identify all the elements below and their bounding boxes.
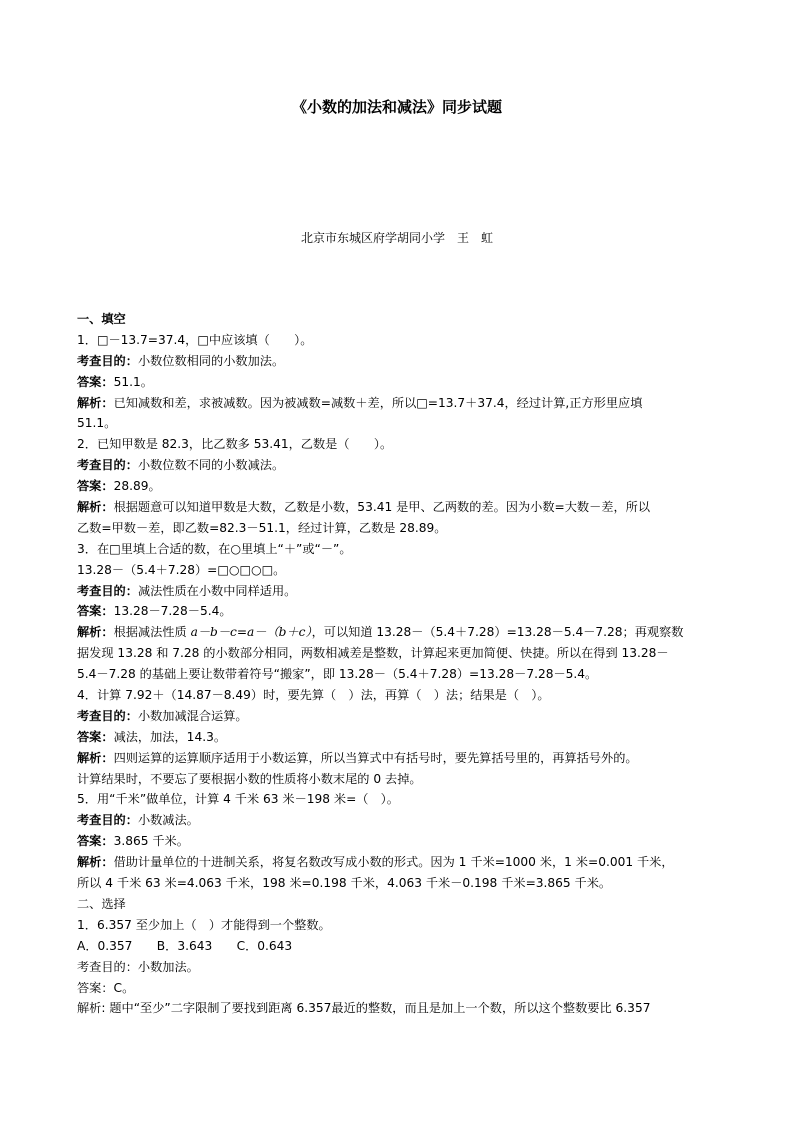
answer-label: 答案 (77, 729, 102, 744)
q1-question: 1．□－13.7=37.4，□中应该填（ ）。 (77, 332, 313, 347)
q2-purpose-text: 小数位数不同的小数减法。 (137, 458, 285, 473)
answer-label: 答案 (77, 479, 102, 494)
document-body (77, 309, 719, 1019)
c1-answer: 答案：C。 (77, 980, 135, 995)
q3-purpose: 考查目的：减法性质在小数中同样适用。 (77, 583, 297, 598)
q2-answer-text: 28.89。 (113, 479, 161, 494)
q3-analysis-pre: 根据减法性质 (113, 625, 187, 640)
analysis-label: 解析 (77, 855, 102, 870)
q4-answer: 答案：减法，加法，14.3。 (77, 729, 227, 744)
q4-analysis-cont: 计算结果时，不要忘了要根据小数的性质将小数末尾的 0 去掉。 (77, 771, 422, 786)
q5-answer-text: 3.865 千米。 (113, 834, 189, 849)
q4-purpose-text: 小数加减混合运算。 (137, 708, 248, 723)
analysis-label: 解析 (77, 395, 102, 410)
q2-purpose: 考查目的：小数位数不同的小数减法。 (77, 458, 285, 473)
q4-purpose: 考查目的：小数加减混合运算。 (77, 708, 248, 723)
author-line: 北京市东城区府学胡同小学 王 虹 (300, 231, 493, 245)
purpose-label: 考查目的 (77, 813, 126, 828)
q1-purpose-text: 小数位数相同的小数加法。 (137, 353, 285, 368)
q1-analysis-cont: 51.1。 (77, 416, 117, 431)
q3-analysis: 解析：根据减法性质 a－b－c=a－（b＋c），可以知道 13.28－（5.4＋7.28）=13.28－5.4－7.28；再观察数 (77, 625, 684, 640)
answer-label: 答案 (77, 604, 102, 619)
q3-purpose-text: 减法性质在小数中同样适用。 (137, 583, 297, 598)
q1-analysis-text: 已知减数和差，求被减数。因为被减数=减数＋差，所以□=13.7＋37.4，经过计算,正方形里应填 (113, 395, 643, 410)
q4-question: 4．计算 7.92＋（14.87－8.49）时，要先算（ ）法，再算（ ）法；结果是（ ）。 (77, 688, 550, 703)
q1-answer-text: 51.1。 (113, 374, 153, 389)
purpose-label: 考查目的 (77, 708, 126, 723)
analysis-label: 解析 (77, 500, 102, 515)
purpose-label: 考查目的 (77, 583, 126, 598)
q3-question: 3．在□里填上合适的数，在○里填上“＋”或“－”。 (77, 541, 352, 556)
q3-answer: 答案：13.28－7.28－5.4。 (77, 604, 232, 619)
c1-purpose: 考查目的：小数加法。 (77, 959, 199, 974)
q1-answer: 答案：51.1。 (77, 374, 153, 389)
section-heading-choice: 二、选择 (77, 896, 126, 911)
q4-answer-text: 减法，加法，14.3。 (113, 729, 227, 744)
q2-analysis-text: 根据题意可以知道甲数是大数，乙数是小数，53.41 是甲、乙两数的差。因为小数=大数－差，所以 (113, 500, 651, 515)
q5-purpose: 考查目的：小数减法。 (77, 813, 199, 828)
q3-analysis-text: ，可以知道 13.28－（5.4＋7.28）=13.28－5.4－7.28；再观察数 (311, 625, 684, 640)
q2-analysis-cont: 乙数=甲数－差，即乙数=82.3－51.1，经过计算，乙数是 28.89。 (77, 520, 447, 535)
c1-question: 1．6.357 至少加上（ ）才能得到一个整数。 (77, 917, 331, 932)
q2-analysis: 解析：根据题意可以知道甲数是大数，乙数是小数，53.41 是甲、乙两数的差。因为小数=大数－差，所以 (77, 500, 651, 515)
purpose-label: 考查目的 (77, 458, 126, 473)
q5-analysis-cont: 所以 4 千米 63 米=4.063 千米，198 米=0.198 千米，4.063 千米－0.198 千米=3.865 千米。 (77, 876, 612, 891)
c1-analysis: 解析: 题中“至少”二字限制了要找到距离 6.357最近的整数，而且是加上一个数，所以这个整数要比 6.357 (77, 1001, 651, 1016)
q4-analysis-text: 四则运算的运算顺序适用于小数运算，所以当算式中有括号时，要先算括号里的，再算括号外的。 (113, 750, 638, 765)
answer-label: 答案 (77, 374, 102, 389)
q1-purpose: 考查目的：小数位数相同的小数加法。 (77, 353, 285, 368)
q3-formula: a－b－c=a－（b＋c） (190, 625, 312, 640)
c1-options: A．0.357 B．3.643 C．0.643 (77, 938, 293, 953)
analysis-label: 解析 (77, 625, 102, 640)
q3-answer-text: 13.28－7.28－5.4。 (113, 604, 232, 619)
q5-analysis-text: 借助计量单位的十进制关系，将复名数改写成小数的形式。因为 1 千米=1000 米，1 米=0.001 千米， (113, 855, 674, 870)
q3-analysis-cont2: 5.4－7.28 的基础上要让数带着符号“搬家”，即 13.28－（5.4＋7.28）=13.28－7.28－5.4。 (77, 667, 598, 682)
q3-expression: 13.28－（5.4＋7.28）=□○□○□。 (77, 562, 286, 577)
section-heading-fill: 一、填空 (77, 312, 126, 326)
q4-analysis: 解析：四则运算的运算顺序适用于小数运算，所以当算式中有括号时，要先算括号里的，再算括号外的。 (77, 750, 638, 765)
analysis-label: 解析 (77, 750, 102, 765)
purpose-label: 考查目的 (77, 353, 126, 368)
q2-question: 2．已知甲数是 82.3，比乙数多 53.41，乙数是（ ）。 (77, 437, 393, 452)
q5-purpose-text: 小数减法。 (137, 813, 199, 828)
q5-analysis: 解析：借助计量单位的十进制关系，将复名数改写成小数的形式。因为 1 千米=1000 米，1 米=0.001 千米， (77, 855, 674, 870)
q3-analysis-cont: 据发现 13.28 和 7.28 的小数部分相同，两数相减差是整数，计算起来更加简便、快捷。所以在得到 13.28－ (77, 646, 669, 661)
q5-answer: 答案：3.865 千米。 (77, 834, 189, 849)
q5-question: 5．用“千米”做单位，计算 4 千米 63 米－198 米=（ ）。 (77, 792, 399, 807)
document-title: 《小数的加法和减法》同步试题 (291, 98, 502, 116)
q1-analysis: 解析：已知减数和差，求被减数。因为被减数=减数＋差，所以□=13.7＋37.4，经过计算,正方形里应填 (77, 395, 643, 410)
answer-label: 答案 (77, 834, 102, 849)
q2-answer: 答案：28.89。 (77, 479, 161, 494)
